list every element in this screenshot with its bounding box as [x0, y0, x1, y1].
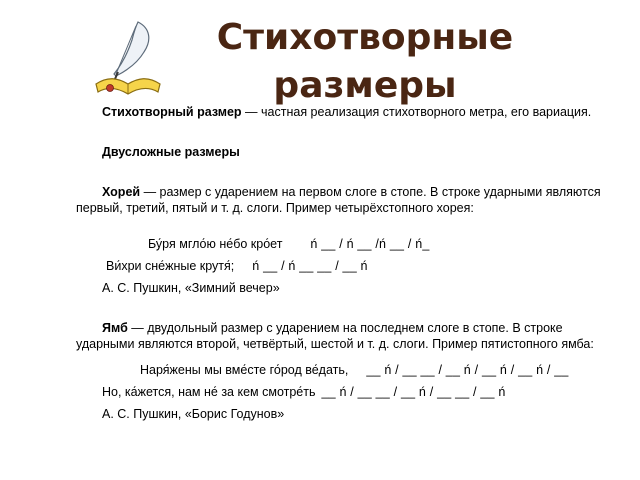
khorei-example-1	[76, 236, 624, 252]
yamb-scheme-2: __ ń / __ __ / __ ń / __ __ / __ ń	[321, 385, 506, 399]
yamb-text: — двудольный размер с ударением на последнем слоге в стопе. В строке ударными являются второй, четвёртый, шестой и т. д. слоги. Пример пятистопного ямба:	[76, 321, 594, 351]
yamb-verse-2: Но, ка́жется, нам не́ за кем смотре́ть	[102, 385, 316, 399]
khorei-example-2	[76, 258, 624, 274]
intro-text: — частная реализация стихотворного метра, его вариация.	[241, 105, 592, 119]
yamb-example-2	[76, 384, 624, 400]
section-heading: Двусложные размеры	[102, 145, 240, 159]
quill-book-icon	[92, 18, 164, 100]
intro-paragraph	[76, 104, 624, 120]
yamb-verse-1: Наря́жены мы вме́сте го́род ве́дать,	[140, 363, 349, 377]
khorei-paragraph	[76, 184, 624, 216]
document-body	[76, 104, 624, 422]
yamb-example-1	[76, 362, 624, 378]
page-title	[170, 14, 560, 110]
yamb-scheme-1: __ ń / __ __ / __ ń / __ ń / __ ń / __	[366, 363, 569, 377]
khorei-verse-2: Ви́хри сне́жные крутя́;	[106, 259, 235, 273]
khorei-scheme-2: ń __ / ń __ __ / __ ń	[252, 259, 368, 273]
khorei-term: Хорей	[102, 185, 141, 199]
khorei-text: — размер с ударением на первом слоге в стопе. В строке ударными являются первый, третий, пятый и т. д. слоги. Пример четырёхстопного хорея:	[76, 185, 601, 215]
title-line-1: Стихотворные	[216, 17, 514, 58]
yamb-term: Ямб	[102, 321, 128, 335]
khorei-scheme-1: ń __ / ń __ /ń __ / ń_	[310, 237, 430, 251]
khorei-source: А. С. Пушкин, «Зимний вечер»	[102, 281, 280, 295]
yamb-paragraph	[76, 320, 624, 352]
title-line-2: размеры	[273, 65, 457, 106]
intro-term: Стихотворный размер	[102, 105, 242, 119]
khorei-verse-1: Бу́ря мгло́ю не́бо кро́ет	[148, 237, 283, 251]
yamb-source: А. С. Пушкин, «Борис Годунов»	[102, 407, 285, 421]
